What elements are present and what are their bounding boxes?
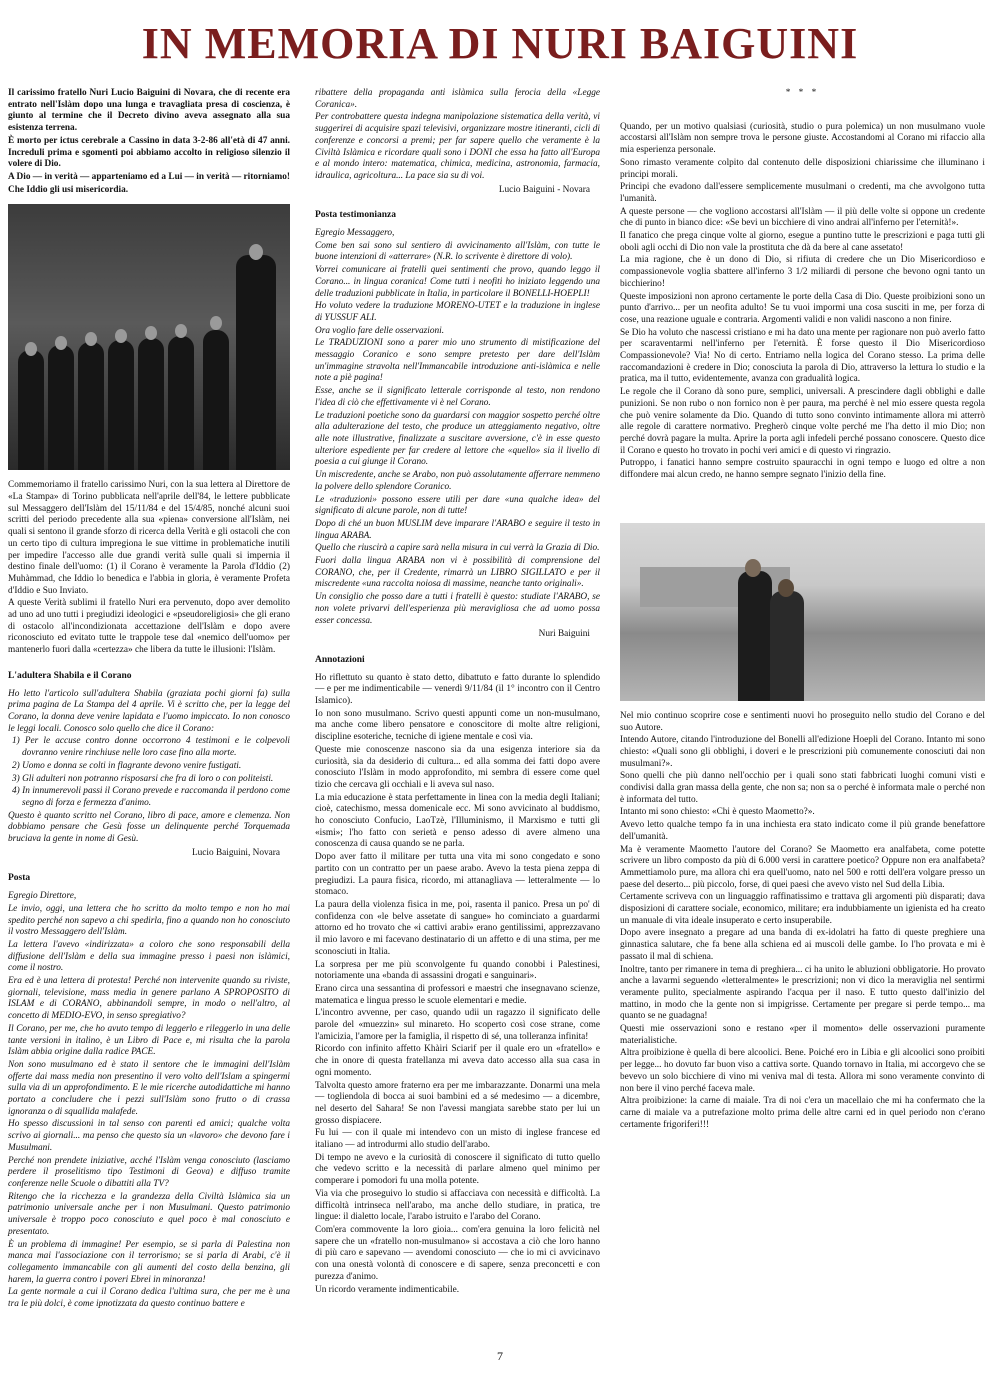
letter-paragraph: Quello che riuscirà a capire sarà nella misura in cui verrà la Grazia di Dio. bbox=[315, 543, 600, 554]
body-paragraph: Intendo Autore, citando l'introduzione del Bonelli all'edizione Hoepli del Corano. Intanto mi sono chiesto: «Quali sono gli obblighi, i doveri e le prescrizioni più comunemente conosciuti dai non musulmani?». bbox=[620, 735, 985, 769]
body-paragraph: Il fanatico che prega cinque volte al giorno, esegue a puntino tutte le prescrizioni e paga tutti gli obolі agli occhi di Dio non vale la prostituta che dà da bere al cane assetato! bbox=[620, 231, 985, 253]
list-item: 3) Gli adulteri non potranno risposarsi che fra di loro o con politeisti. bbox=[12, 773, 274, 784]
letter-paragraph: Un consiglio che posso dare a tutti i fratelli è questo: studiate l'ARABO, se non volete privarvi dell'esperienza più meravigliosa che ad uomo possa esser concessa. bbox=[315, 592, 600, 626]
letter-paragraph: ribattere della propaganda anti islàmica sulla ferocia della «Legge Coranica». bbox=[315, 88, 600, 110]
body-paragraph: Io non sono musulmano. Scrivo questi appunti come un non-musulmano, ma anche come libero pensatore e conoscitore di molte altre religioni, discipline esoteriche, tecniche di igiene mentale e così via. bbox=[315, 708, 600, 743]
body-paragraph: Fu lui — con il quale mi intendevo con un misto di inglese francese ed italiano — ad introdurmi allo studio dell'arabo. bbox=[315, 1128, 600, 1151]
list-item: 2) Uomo e donna se colti in flagrante devono venire fustigati. bbox=[12, 760, 242, 771]
letter-paragraph: Le invio, oggi, una lettera che ho scritto da molto tempo e non ho mai spedito perché non sapevo a chi spedirla, fino a quando non ho conosciuto il vostro Messaggero dell'Islàm. bbox=[8, 903, 290, 938]
letter-paragraph: La lettera l'avevo «indirizzata» a coloro che sono responsabili della diffusione dell'Islàm e della sua immagine presso i paesi non islàmici, come il nostro. bbox=[8, 939, 290, 974]
body-paragraph: La mia educazione è stata perfettamente in linea con la media degli Italiani; cioè, catechismo, messa domenicale ecc. Mi sono avvicinato al buddismo, ho conosciuto Confucio, LaoTzè, l'Illuminismo, il Marxismo e tutti gli «ismi»; l'ho fatto con serietà e penso adesso di avere almeno una conoscenza di causa quando se ne parla. bbox=[315, 792, 600, 850]
intro-paragraph: Che Iddio gli usi misericordia. bbox=[8, 184, 129, 195]
body-paragraph: Principi che evadono dall'essere semplicemente musulmani o credenti, ma che avvolgono tutta l'umanità. bbox=[620, 182, 985, 204]
body-paragraph: Se Dio ha voluto che nascessi cristiano e mi ha dato una mente per ragionare non può averlo fatto per scaraventarmi nell'inferno per l'eternità. È forse questo il Dio Misericordioso Compassionevole? Via! No di certo. Entriamo nella logica del Corano stesso. La prima delle raccomandazioni è credere in Dio; conosciuta la parola di Dio, attraverso la lettura lo studio e la pratica, ma il tutto, evidentemente, avanza con gradualità logica. bbox=[620, 327, 985, 385]
letter-paragraph: Le «traduzioni» possono essere utili per dare «una qualche idea» del significato di alcune parole, non di tutte! bbox=[315, 494, 600, 517]
body-paragraph: Dopo avere insegnato a pregare ad una banda di ex-idolatri ha fatto di queste preghiere una ginnastica salutare, che fa bene alla schiena ed ai muscoli delle gambe. Io l'ho provata e mi è passato il mal di schiena. bbox=[620, 928, 985, 962]
desert-photo bbox=[620, 523, 985, 701]
letter-paragraph: È un problema di immagine! Per esempio, se si parla di Palestina non manca mai l'associazione con il terrorismo; se si parla di Arabi, c'è il collegamento immancabile con gli aumenti del costo della benzina, gli harem, la guerra contro i poveri Ebrei in minoranza! bbox=[8, 1239, 290, 1285]
body-paragraph: Erano circa una sessantina di professori e maestri che insegnavano scienze, matematica e lingua presso le scuole elementari e medie. bbox=[315, 983, 600, 1006]
letter-paragraph: Fuori dalla lingua ARABA non vi è possibilità di comprensione del CORANO, che, per il Credente, rimarrà un LIBRO SIGILLATO e per il miscredente «una raccolta noiosa di massime, neanche tanto originali». bbox=[315, 556, 600, 590]
column-right bbox=[620, 88, 985, 1132]
body-paragraph: Avevo letto qualche tempo fa in una inchiesta era stato indicato come il più grande benefattore dell'umanità. bbox=[620, 820, 985, 842]
body-paragraph: Dopo aver fatto il militare per tutta una vita mi sono congedato e sono partito con un contratto per un paese arabo. Avevo la testa piena zeppa di pregiudizi. La paura fisica, ricordo, mi attanagliava — letteralmente — lo stomaco. bbox=[315, 852, 600, 898]
letter-paragraph: Questo è quanto scritto nel Corano, libro di pace, amore e clemenza. Non dobbiamo pensare che Gesù fosse un delinquente perché Torquemada bruciava la gente in nome di Gesù. bbox=[8, 810, 290, 845]
body-paragraph: Queste mie conoscenze nascono sia da una esigenza interiore sia da curiosità, sia da desiderio di cultura... ed alla somma dei fatti dopo avere conosciuto l'Islàm in modo approfondito, mi sembra di essere come quel tizio che cercava gli occhiali e li aveva sul naso. bbox=[315, 744, 600, 790]
body-paragraph: Putroppo, i fanatici hanno sempre costruito spauracchi in ogni tempo e luogo ed oltre a non diffondere mai alcun credo, ne hanno sempre segnato l'inizio della fine. bbox=[620, 458, 985, 481]
body-paragraph: Certamente scriveva con un linguaggio raffinatissimo e trattava gli argomenti più disparati; dava disposizioni di carattere sociale, economico, militare; era indubbiamente un igienista ed ha creato un manuale di vita ideale insuperato e certo insuperabile. bbox=[620, 892, 985, 926]
body-paragraph: Talvolta questo amore fraterno era per me imbarazzante. Donarmi una mela — togliendola di bocca ai suoi bambini ed a sé medesimo — a dicembre, nel deserto del Sahara! Se non l'avessi mangiata sarebbe stato per lui un grosso dispiacere. bbox=[315, 1080, 600, 1126]
body-paragraph: Questi mie osservazioni sono e restano «per il momento» delle osservazioni puramente materialistiche. bbox=[620, 1024, 985, 1046]
intro-paragraph: Il carissimo fratello Nuri Lucio Baiguini di Novara, che di recente era entrato nell'Islàm dopo una lunga e travagliata presa di coscienza, è giunto al termine che il Decreto divino aveva assegnato alla sua esistenza terrena. bbox=[8, 88, 290, 134]
section-heading-adultera: L'adultera Shabila e il Corano bbox=[8, 670, 132, 681]
ceremony-photo bbox=[8, 204, 290, 470]
letter-paragraph: Come ben sai sono sul sentiero di avvicinamento all'Islàm, con tutte le buone intenzioni di «atterrare» (N.R. lo scrivente è direttore di volo). bbox=[315, 240, 600, 263]
letter-paragraph: Vorrei comunicare ai fratelli quei sentimenti che provo, quando leggo il Corano... in lingua coranica! Come tutti i neofiti ho iniziato leggendo una delle traduzioni pubblicate in Italia, in particolare il BONELLI-HOEPLI! bbox=[315, 265, 600, 299]
body-paragraph: Ho riflettuto su quanto è stato detto, dibattuto e fatto durante lo splendido — e per me indimenticabile — venerdì 9/11/84 (il 1° incontro con il Centro Islamico). bbox=[315, 672, 600, 707]
body-paragraph: Sono rimasto veramente colpito dal contenuto delle disposizioni chiarissime che illuminano i principi morali. bbox=[620, 157, 985, 180]
letter-paragraph: Un miscredente, anche se Arabo, non può assolutamente afferrare nemmeno la polvere dello splendore Coranico. bbox=[315, 470, 600, 492]
section-heading-annotazioni: Annotazioni bbox=[315, 654, 365, 665]
letter-paragraph: Perché non prendete iniziative, acché l'Islàm venga conosciuto (lasciamo perdere il proselitismo tipo Testimoni di Geova) e diffuso tramite conferenze nelle Scuole o dibattiti alla TV? bbox=[8, 1155, 290, 1189]
section-heading-testimonianza: Posta testimonianza bbox=[315, 210, 397, 221]
body-paragraph: Queste imposizioni non aprono certamente le porte della Casa di Dio. Queste proibizioni sono un punto d'arrivo... per un neofita adulto! Se tu vuoi impormi una cosa susciti in me, per forza di cose, una reazione uguale e contraria. Argomenti validi e non validi nascono a non finire. bbox=[620, 291, 985, 325]
letter-paragraph: Non sono musulmano ed è stato il sentore che le immagini dell'Islàm offerte dai mass media non presentino il vero volto dell'Islam a spingermi sulla via di un approfondimento. E le mie ricerche autodidattiche mi hanno portato a concludere che i pezzi sull'Islàm sono frutto o di crassa ignoranza o di squallida malafede. bbox=[8, 1059, 290, 1117]
signature: Lucio Baiguini, Novara bbox=[191, 847, 280, 858]
body-paragraph: L'incontro avvenne, per caso, quando udii un ragazzo il significato delle parole del «muezzin» sul minareto. Ho scoperto così cose strane, come l'amicizia, l'amore per la famiglia, il rispetto di sé, una tolleranza infinita! bbox=[315, 1008, 600, 1042]
body-paragraph: Un ricordo veramente indimenticabile. bbox=[315, 1284, 460, 1295]
body-paragraph: Via via che proseguivo lo studio si affacciava con necessità e difficoltà. La difficoltà intrinseca nell'arabo, ma anche dello studiare, in pratica, tre lingue: il dialetto locale, l'arabo istruito e l'arabo del Corano. bbox=[315, 1188, 600, 1223]
body-paragraph: Altra proibizione è quella di bere alcoolici. Bene. Poiché ero in Libia e gli alcoolici sono proibiti per legge... ho dovuto far buon viso a cattiva sorte. Quando tornavo in Italia, mi accorgevo che se bevevo un solo bicchiere di vino mi veniva mal di testa. Allora mi sono veramente convinto di non bere il vino perché faceva male. bbox=[620, 1048, 985, 1094]
body-paragraph: La paura della violenza fisica in me, poi, rasenta il panico. Presa un po' di confidenza con «le belve assetate di sangue» ho cominciato a guardarmi attorno ed ho trovato che «i cattivi arabi» erano gentilissimi, apprezzavano il mio lavoro e mi facevano destinatario di un affetto e di una stima, per me sconosciuti in Italia. bbox=[315, 900, 600, 957]
letter-paragraph: Le TRADUZIONI sono a parer mio uno strumento di mistificazione del messaggio Coranico e sono sempre pretesto per dare dell'Islàm un'immagine stravolta nell'Immancabile introduzione anti-islàmica e nelle note a piè pagina! bbox=[315, 338, 600, 384]
body-paragraph: Le regole che il Corano dà sono pure, semplici, universali. A prescindere dagli obblighi e dalle punizioni. Se non rubo o non fornico non è per paura, ma perché è nel mio essere questa regola che può venire solamente da Dio. Quando di tutto sono convinto intimamente allora mi atterrò alle regole di carattere normativo. Pregherò cinque volte perché me l'ha detto il mio Dio; non perché dovrà pagare la multa. Aprire la porta agli infedeli perché possano conoscere. Questo dice il Corano e questo ho trovato in pochi veri amici e di questo vi ringrazio. bbox=[620, 387, 985, 456]
body-paragraph: Intanto mi sono chiesto: «Chi è questo Maometto?». bbox=[620, 807, 815, 818]
letter-paragraph: Ho letto l'articolo sull'adultera Shabila (graziata pochi giorni fa) sulla prima pagina de La Stampa del 4 aprile. Vi è scritto che, per la legge del Corano, la donna deve venire lapidata e l'uomo impiccato. Io non conosco le leggi locali. Conosco solo quello che dice il Corano: bbox=[8, 688, 290, 734]
signature: Lucio Baiguini - Novara bbox=[498, 184, 590, 195]
section-separator: * * * bbox=[785, 88, 820, 98]
letter-paragraph: Ho voluto vedere la traduzione MORENO-UTET e la traduzione in inglese di YUSSUF ALI. bbox=[315, 301, 600, 323]
caption-paragraph: Commemoriamo il fratello carissimo Nuri, con la sua lettera al Direttore de «La Stampa» di Torino pubblicata nell'aprile dell'84, le lettere pubblicate sul Messaggero dell'Islàm del 15/11/84 e del 15/4/85, nonché alcuni suoi scritti del periodo precedente alla sua «piena» conversione all'Islàm, nei quali si sentono il grande sforzo di ricerca della Verità e gli ostacoli che con un certo tipo di cultura impregiona le sue vittime in problematiche inutili per impedire l'accesso alle due grandi verità sulle quali si imperniа il destino finale dell'uomo: (1) il Corano è veramente la Parola d'Iddio (2) Muhàmmad, che Iddio lo benedica e l'abbia in gloria, è veramente Profeta d'Iddio e Suo Inviato. bbox=[8, 480, 290, 596]
letter-paragraph: Era ed è una lettera di protesta! Perché non intervenite quando su riviste, giornali, televisione, mass media in genere parlano A SPROPOSITO di ISLAM e di CORANO, abbinandoli sempre, in modo o nell'altro, al concetto di MEDIO-EVO, in senso spregiativo? bbox=[8, 976, 290, 1022]
letter-paragraph: Il Corano, per me, che ho avuto tempo di leggerlo e rileggerlo in una delle tante versioni in italino, è un Libro di Pace e, mi risulta che la parola Islàm abbia origine dalla radice PACE. bbox=[8, 1023, 290, 1058]
body-paragraph: Di tempo ne avevo e la curiosità di conoscere il significato di tutto quello che vedevo scritto e la necessità di parlare almeno quel minimo per comperare i pomodori fu una molla potente. bbox=[315, 1152, 600, 1187]
list-item: 4) In innumerevoli passi il Corano prevede e raccomanda il perdono come segno di forza e fermezza d'animo. bbox=[12, 786, 290, 808]
letter-paragraph: Egregio Direttore, bbox=[8, 891, 77, 902]
page-number: 7 bbox=[497, 1349, 503, 1363]
body-paragraph: Nel mio continuo scoprire cose e sentimenti nuovi ho proseguito nello studio del Corano e del suo Autore. bbox=[620, 710, 985, 733]
body-paragraph: La sorpresa per me più sconvolgente fu quando conobbi i Palestinesi, notoriamente una «banda di assassini drogati e sanguinari». bbox=[315, 959, 600, 982]
list-item: 1) Per le accuse contro donne occorrono 4 testimoni e le colpevoli dovranno venire rinchiuse nelle loro case fino alla morte. bbox=[12, 736, 290, 759]
letter-paragraph: Ora voglio fare delle osservazioni. bbox=[315, 325, 445, 336]
body-paragraph: Com'era commovente la loro gioia... com'era genuina la loro felicità nel sapere che un «fratello non-musulmano» si accostava a ciò che loro hanno di più caro e sapevano — avendomi conosciuto — che io mi ci avvicinavo con una onestà volontà di conoscere e di sapere, senza preconcetti e con purezza d'animo. bbox=[315, 1224, 600, 1282]
body-paragraph: Inoltre, tanto per rimanere in tema di preghiera... ci ha unito le abluzioni obbligatorie. Ho provato anche a lavarmi seguendo «letteralmente» le prescrizioni; non vi dico la meraviglia nel sentirmi veramente pulito, specialmente aspirando l'acqua per il naso. E tutto questo dall'inizio del mattino, in modo che la gente non si impigrisse. Certamente per pregare si perde tempo... ma quanto se ne guadagna! bbox=[620, 964, 985, 1022]
caption-paragraph: A queste Verità sublimi il fratello Nuri era pervenuto, dopo aver demolito ad uno ad uno tutti i pregiudizi ideologici e «pseudoreligiosi» che gli erano di ostacolo all'incondizionata accettazione dell'Islàm e dopo avere riconosciuto ed evitato tutte le trappole tese dal «nemico dell'uomo» per mantenerlo fuori dalla «certezza» che libera da tutte le illusioni: l'Islàm. bbox=[8, 598, 290, 656]
column-left bbox=[8, 88, 290, 1312]
letter-paragraph: Dopo di ché un buon MUSLIM deve imparare l'ARABO e seguire il testo in lingua ARABA. bbox=[315, 518, 600, 541]
letter-paragraph: Ritengo che la ricchezza e la grandezza della Civiltà Islàmica sia un patrimonio universale anche per i non Musulmani. Questo patrimonio universale è troppo poco conosciuto e quel poco è mal conosciuto e presentato. bbox=[8, 1191, 290, 1237]
letter-paragraph: Per controbattere questa indegna manipolazione sistematica della verità, vi suggerirei di acquisire spazi televisivi, organizzare mostre itineranti, cicli di conferenze e concorsi a premi; per far sapere quello che veramente è la Civiltà Islàmica e ricordare quali sono i DONI che essa ha fatto all'Europa e al mondo intero: matematica, chimica, medicina, astronomia, farmacia, idraulica, agricoltura... La pace sia su di voi. bbox=[315, 112, 600, 181]
letter-paragraph: Esse, anche se il significato letterale corrisponde al testo, non rendono l'idea di ciò che effettivamente vi è nel Corano. bbox=[315, 386, 600, 408]
body-paragraph: Quando, per un motivo qualsiasi (curiosità, studio o pura polemica) un non musulmano vuole accostarsi all'Islàm non sempre trova le persone giuste. Accostandomi al Corano mi rifaccio alla mia esperienza personale. bbox=[620, 121, 985, 156]
quran-rules-list bbox=[8, 736, 290, 809]
intro-paragraph: A Dio — in verità — apparteniamo ed a Lui — in verità — ritorniamo! bbox=[8, 171, 290, 182]
section-heading-posta: Posta bbox=[8, 873, 31, 884]
letter-paragraph: Ho spesso discussioni in tal senso con parenti ed amici; qualche volta scrivo ai giornali... ma penso che questo sia un «lavoro» che devono fare i Musulmani. bbox=[8, 1119, 290, 1153]
body-paragraph: La mia ragione, che è un dono di Dio, si rifiuta di credere che un Dio Misericordioso e compassionevole voglia sbattere all'inferno 3 1/2 miliardi di persone che bevono ogni tanto un bicchierino! bbox=[620, 255, 985, 289]
page-title: IN MEMORIA DI NURI BAIGUINI bbox=[141, 19, 859, 68]
intro-paragraph: È morto per ictus cerebrale a Cassino in data 3-2-86 all'età di 47 anni. Increduli prima e sgomenti poi abbiamo accolto in religioso silenzio il volere di Dio. bbox=[8, 135, 290, 170]
body-paragraph: Altra proibizione: la carne di maiale. Tra di noi c'era un macellaio che mi ha confermato che la carne di maiale va a putrefazione molto prima delle altre carni ed in quel periodo non c'erano certamente frigoriferi!!! bbox=[620, 1096, 985, 1130]
body-paragraph: Sono quelli che più danno nell'occhio per i quali sono stati fabbricati luoghi comuni visti e condivisi dalla gran massa della gente, che non sa; non sa o perché è informata male o perché non è informata del tutto. bbox=[620, 771, 985, 805]
body-paragraph: A queste persone — che vogliono accostarsi all'Islàm — il più delle volte si oppone un credente che di punto in bianco dice: «Se bevi un bicchiere di vino andrai all'inferno per l'eternità!». bbox=[620, 206, 985, 229]
body-paragraph: Ma è veramente Maometto l'autore del Corano? Se Maometto era analfabeta, come potette scrivere un libro composto da più di 6.000 versi in carattere poetico? Oppure non era analfabeta? Ammettiamolo pure, ma allora chi era quell'uomo, nato nel 500 e rotti dell'era volgare presso un paese del deserto... più piccolo, forse, di quei paesi che avevo visto nel Sud della Libia. bbox=[620, 844, 985, 890]
signature: Nuri Baiguini bbox=[538, 629, 590, 640]
letter-paragraph: Egregio Messaggero, bbox=[315, 228, 395, 239]
letter-paragraph: Le traduzioni poetiche sono da guardarsi con maggior sospetto perché oltre alla adulterazione del testo, che produce un atteggiamento negativo, oltre alle note illustrative, finalizzate a suscitare avversione, c'è in esse questo ulteriore espediente per far credere al lettore che «quello» sia il livello di poesia a cui giunge il Corano. bbox=[315, 410, 600, 468]
column-middle bbox=[315, 88, 600, 1297]
letter-paragraph: La gente normale a cui il Corano dedica l'ultima sura, che per me è una tra le più dolci, è come ipnotizzata da questo continuo battere e bbox=[8, 1287, 290, 1310]
body-paragraph: Ricordo con infinito affetto Khàiri Sciarif per il quale ero un «fratello» e che in onore di questa fratellanza mi aveva dato accesso alla sua casa in ogni momento. bbox=[315, 1044, 600, 1078]
